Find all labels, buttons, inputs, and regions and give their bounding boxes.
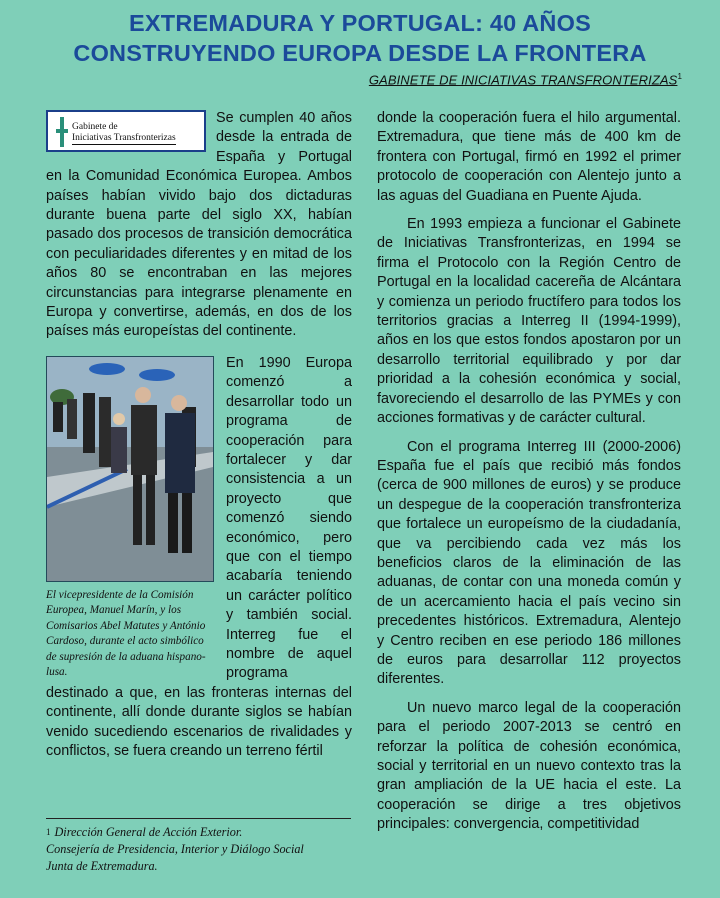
footnote (46, 824, 356, 875)
title-line-2: CONSTRUYENDO EUROPA DESDE LA FRONTERA (73, 40, 647, 66)
logo-text (72, 122, 176, 145)
interreg-paragraph (46, 354, 352, 762)
right-column (377, 109, 681, 835)
page-title (0, 8, 720, 68)
interreg-paragraph-text: En 1990 Europa comenzó a desarrollar todo un programa de cooperación para fortalecer y dar consistencia a un proyecto que comenzó siendo económico, pero que con el tiempo acabaría teniendo un carácter político y también social. Interreg fue el nombre de aquel programa destinado a que, en las fronteras internas del continente, allí donde durante siglos se habían venido sucediendo escenarios de rivalidades y conflictos, se fuera creando un terreno fértil (46, 354, 352, 759)
ceremony-photo (46, 356, 214, 582)
footnote-divider (46, 818, 351, 819)
right-paragraph-2: En 1993 empieza a funcionar el Gabinete de Iniciativas Transfronterizas, en 1994 se firma el Protocolo con la Región Centro de Portugal en la localidad cacereña de Alcántara y comienza un periodo fructífero para todos los territorios gracias a Interreg II (1994-1999), años en los que estos fondos apostaron por un desarrollo territorial equilibrado y por dar prioridad a la cohesión económica y social, favoreciendo el desarrollo de las PYMEs y con acciones formativas y de carácter cultural. (377, 216, 681, 427)
footnote-marker: 1 (677, 72, 682, 81)
right-paragraph-3: Con el programa Interreg III (2000-2006) España fue el país que recibió más fondos (cerca de 900 millones de euros) y se produce un despegue de la cooperación transfronteriza que fortalece un europeísmo de la ciudadanía, que va percibiendo cada vez más los beneficios claros de la eliminación de las aduanas, de contar con una moneda común y de un acercamiento hacia el país vecino sin precedentes históricos. Extremadura, Alentejo y Centro reciben en ese periodo 186 millones de euros para desarrollar 112 proyectos diferentes. (377, 438, 681, 688)
author-line (369, 72, 682, 87)
logo-line-2: Iniciativas Transfronterizas (72, 133, 176, 143)
footnote-line-2: Consejería de Presidencia, Interior y Diálogo Social (46, 842, 304, 856)
photo-figure (46, 356, 214, 680)
author-name: GABINETE DE INICIATIVAS TRANSFRONTERIZAS (368, 72, 678, 88)
title-line-1: EXTREMADURA Y PORTUGAL: 40 AÑOS (129, 10, 591, 36)
gabinete-logo (46, 110, 206, 152)
left-column (46, 109, 352, 761)
right-paragraph-1: donde la cooperación fuera el hilo argumental. Extremadura, que tiene más de 400 km de frontera con Portugal, firmó en 1992 el primer protocolo de cooperación con Alentejo junto a las aguas del Guadiana en Puente Ajuda. (377, 110, 681, 204)
footnote-number: 1 (46, 827, 51, 837)
intro-paragraph: Se cumplen 40 años desde la entrada de España y Portugal en la Comunidad Económica Europea. Ambos países habían vivido bajo dos dictaduras durante buena parte del siglo XX, habían pasado dos procesos de transición democrática con peculiaridades diferentes y en mitad de los años 80 se encontraban en las mejores circunstancias para integrarse plenamente en Europa y convertirse, además, en dos de los países más europeístas del continente. (46, 110, 352, 340)
footnote-line-1: Dirección General de Acción Exterior. (54, 825, 243, 839)
photo-caption: El vicepresidente de la Comisión Europea, Manuel Marín, y los Comisarios Abel Matutes y António Cardoso, durante el acto simbólico de supresión de la aduana hispano-lusa. (46, 588, 206, 678)
logo-line-1: Gabinete de (72, 122, 118, 132)
right-paragraph-4: Un nuevo marco legal de la cooperación para el periodo 2007-2013 se centró en reforzar la política de cohesión económica, social y territorial en un nuevo contexto tras la gran ampliación de la UE hacia el este. La cooperación se dirige a tres objetivos principales: convergencia, competitividad (377, 699, 681, 833)
footnote-line-3: Junta de Extremadura. (46, 859, 158, 873)
cross-logo-icon (56, 117, 68, 147)
